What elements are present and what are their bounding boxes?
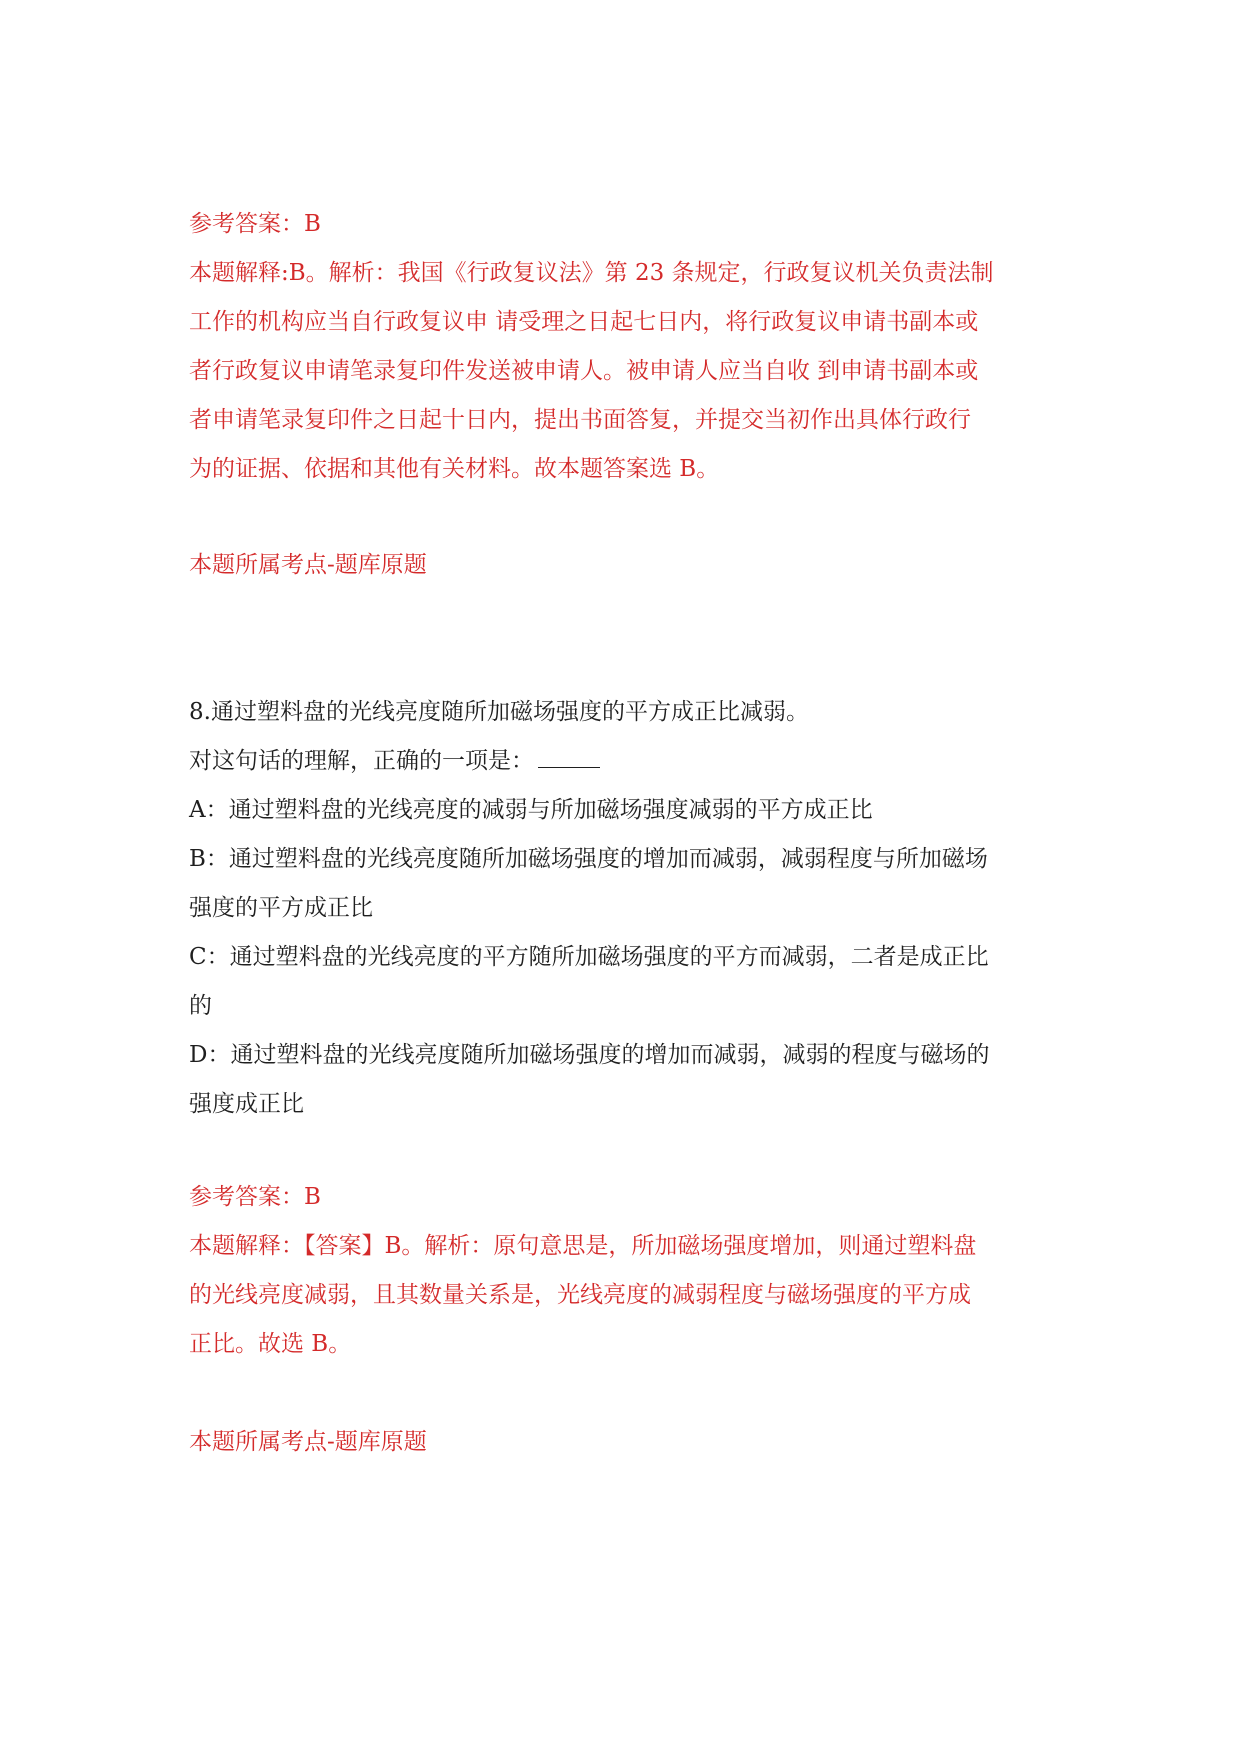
- explanation-line: 本题解释：【答案】B。解析：原句意思是，所加磁场强度增加，则通过塑料盘: [189, 1233, 977, 1259]
- reference-answer: 参考答案：B: [189, 211, 321, 237]
- topic-section-2: [189, 1418, 1059, 1467]
- explanation-line: 者申请笔录复印件之日起十日内，提出书面答复，并提交当初作出具体行政行: [189, 407, 971, 433]
- reference-answer: 参考答案：B: [189, 1184, 321, 1210]
- explanation-line: 正比。故选 B。: [189, 1331, 352, 1357]
- option-d-continued: 强度成正比: [189, 1091, 304, 1117]
- answer-section-2: [189, 1173, 1059, 1369]
- topic-section-1: [189, 541, 1059, 590]
- explanation-line: 为的证据、依据和其他有关材料。故本题答案选 B。: [189, 456, 720, 482]
- answer-section-1: [189, 200, 1059, 494]
- option-c-continued: 的: [189, 993, 212, 1019]
- option-b-continued: 强度的平方成正比: [189, 895, 373, 921]
- explanation-line: 者行政复议申请笔录复印件发送被申请人。被申请人应当自收 到申请书副本或: [189, 358, 979, 384]
- topic-label: 本题所属考点-题库原题: [189, 552, 427, 578]
- option-b: B：通过塑料盘的光线亮度随所加磁场强度的增加而减弱，减弱程度与所加磁场: [189, 846, 988, 872]
- question-prompt-text: 对这句话的理解，正确的一项是：: [189, 748, 534, 774]
- option-d: D：通过塑料盘的光线亮度随所加磁场强度的增加而减弱，减弱的程度与磁场的: [189, 1042, 990, 1068]
- question-prompt: [189, 737, 1059, 786]
- topic-label: 本题所属考点-题库原题: [189, 1429, 427, 1455]
- option-a: A：通过塑料盘的光线亮度的减弱与所加磁场强度减弱的平方成正比: [189, 797, 873, 823]
- option-c: C：通过塑料盘的光线亮度的平方随所加磁场强度的平方而减弱，二者是成正比: [189, 944, 989, 970]
- question-8: [189, 688, 1059, 1129]
- question-stem: 8.通过塑料盘的光线亮度随所加磁场强度的平方成正比减弱。: [189, 699, 809, 725]
- answer-blank: [538, 766, 600, 768]
- explanation-line: 的光线亮度减弱，且其数量关系是，光线亮度的减弱程度与磁场强度的平方成: [189, 1282, 971, 1308]
- explanation-line: 本题解释:B。解析：我国《行政复议法》第 23 条规定，行政复议机关负责法制: [189, 260, 994, 286]
- explanation-line: 工作的机构应当自行政复议申 请受理之日起七日内，将行政复议申请书副本或: [189, 309, 979, 335]
